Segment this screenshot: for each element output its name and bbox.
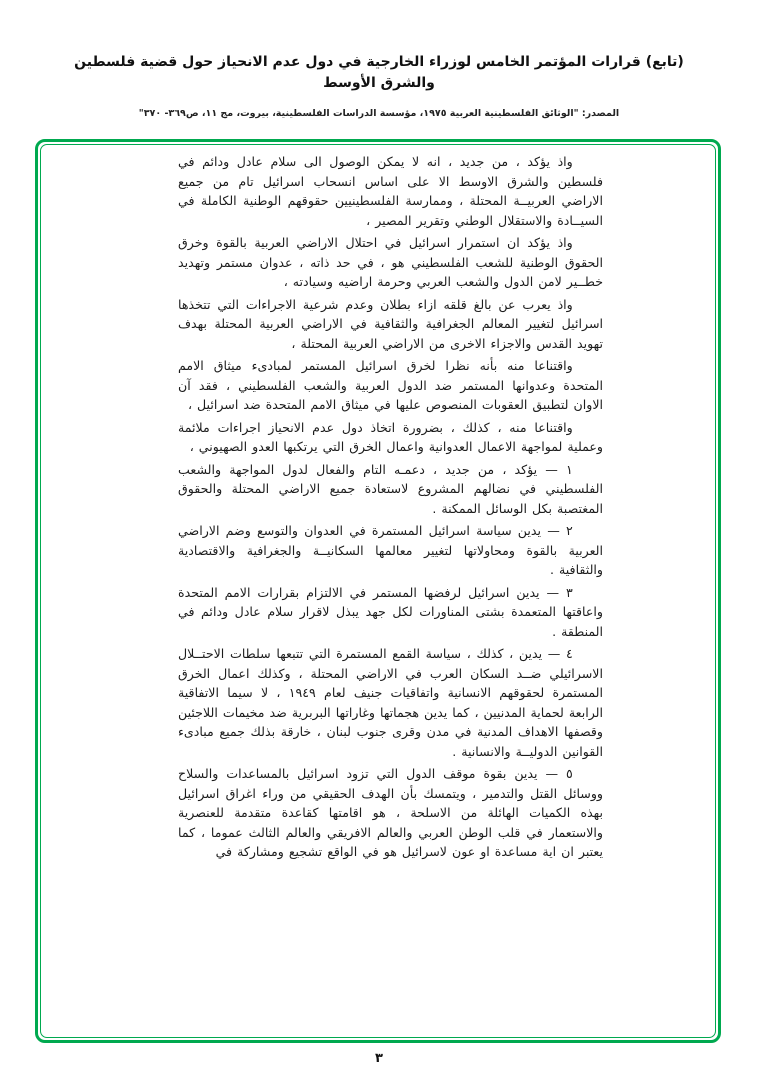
source-line: المصدر: "الوثائق الفلسطينية العربية ١٩٧٥، مؤسسة الدراسات الفلسطينية، بيروت، مج ١١، ص٣٦٩- ٣٧٠" [138,108,620,119]
body-text [178,152,603,1024]
paragraph: واذ يؤكد ان استمرار اسرائيل في احتلال الاراضي العربية بالقوة وخرق الحقوق الوطنية للشعب الفلسطيني هو ، في حد ذاته ، عدوان مستمر وتهديد خطــير لامن الدول والشعب العربي وحرمة اراضيه وسيادته ، [178,235,603,289]
paragraph: واقتناعا منه ، كذلك ، بضرورة اتخاذ دول عدم الانحياز اجراءات ملائمة وعملية لمواجهة الاعمال العدوانية واعمال الخرق التي يرتكبها العدو الصهيوني ، [178,419,603,454]
paragraph: واذ يعرب عن بالغ قلقه ازاء بطلان وعدم شرعية الاجراءات التي تتخذها اسرائيل لتغيير المعالم الجغرافية والثقافية في الاراضي العربية المحتلة بهدف تهويد القدس والاجزاء الاخرى من الاراضي العربية المحتلة ، [178,296,603,351]
paragraph: واذ يؤكد ، من جديد ، انه لا يمكن الوصول الى سلام عادل ودائم في فلسطين والشرق الاوسط الا على اساس انسحاب اسرائيل تام من جميع الاراضي العربيــة المحتلة ، وممارسة الفلسطينيين حقوقهم الوطنية الكاملة في السيــادة والاستقلال الوطني وتقرير المصير ، [178,154,603,228]
page-number: ٣ [375,1051,383,1066]
document-header [0,52,758,119]
paragraph-numbered-5: ٥ — يدين بقوة موقف الدول التي تزود اسرائيل بالمساعدات والسلاح ووسائل القتل والتدمير ، ويتمسك بأن الهدف الحقيقي من وراء اغراق اسرائيل بهذه الكميات الهائلة من الاسلحة ، هو اقامتها كقاعدة متقدمة للعنصرية والاستعمار في قلب الوطن العربي والعالم الافريقي والعالم الثالث عموما ، كما يعتبر ان اية مساعدة او عون لاسرائيل هو في الواقع تشجيع ومشاركة في [178,766,603,859]
paragraph-numbered-2: ٢ — يدين سياسة اسرائيل المستمرة في العدوان والتوسع وضم الاراضي العربية بالقوة ومحاولاتها لتغيير معالمها السكانيــة والجغرافية والاقتصادية والثقافية . [178,523,603,577]
paragraph-numbered-1: ١ — يؤكد ، من جديد ، دعمـه التام والفعال لدول المواجهة والشعب الفلسطيني في نضالهم المشروع لاستعادة جميع الاراضي المحتلة والحقوق المغتصبة بكل الوسائل الممكنة . [178,461,603,516]
page-title: (تابع) قرارات المؤتمر الخامس لوزراء الخارجية في دول عدم الانحياز حول قضية فلسطين والشرق الأوسط [74,54,684,91]
paragraph-numbered-4: ٤ — يدين ، كذلك ، سياسة القمع المستمرة التي تتبعها سلطات الاحتــلال الاسرائيلي ضــد السكان العرب في الاراضي المحتلة ، وكذلك اعمال الخرق المستمرة لحقوقهم الانسانية واتفاقيات جنيف لعام ١٩٤٩ ، لا سيما الاتفاقية الرابعة لحماية المدنيين ، كما يدين هجماتها وغاراتها البربرية ضد مخيمات اللاجئين وقصفها الاهداف المدنية في مدن وقرى جنوب لبنان ، خارقة بذلك جميع مبادىء القوانين الدوليــة والانسانية . [178,646,603,759]
paragraph: واقتناعا منه بأنه نظرا لخرق اسرائيل المستمر لمبادىء ميثاق الامم المتحدة وعدوانها المستمر ضد الدول العربية والشعب الفلسطيني ، فقد آن الاوان لتطبيق العقوبات المنصوص عليها في ميثاق الامم المتحدة ضد اسرائيل ، [178,358,603,412]
paragraph-numbered-3: ٣ — يدين اسرائيل لرفضها المستمر في الالتزام بقرارات الامم المتحدة واعاقتها المتعمدة بشتى المناورات لكل جهد يبذل لاقرار سلام عادل ودائم في المنطقة . [178,584,603,639]
